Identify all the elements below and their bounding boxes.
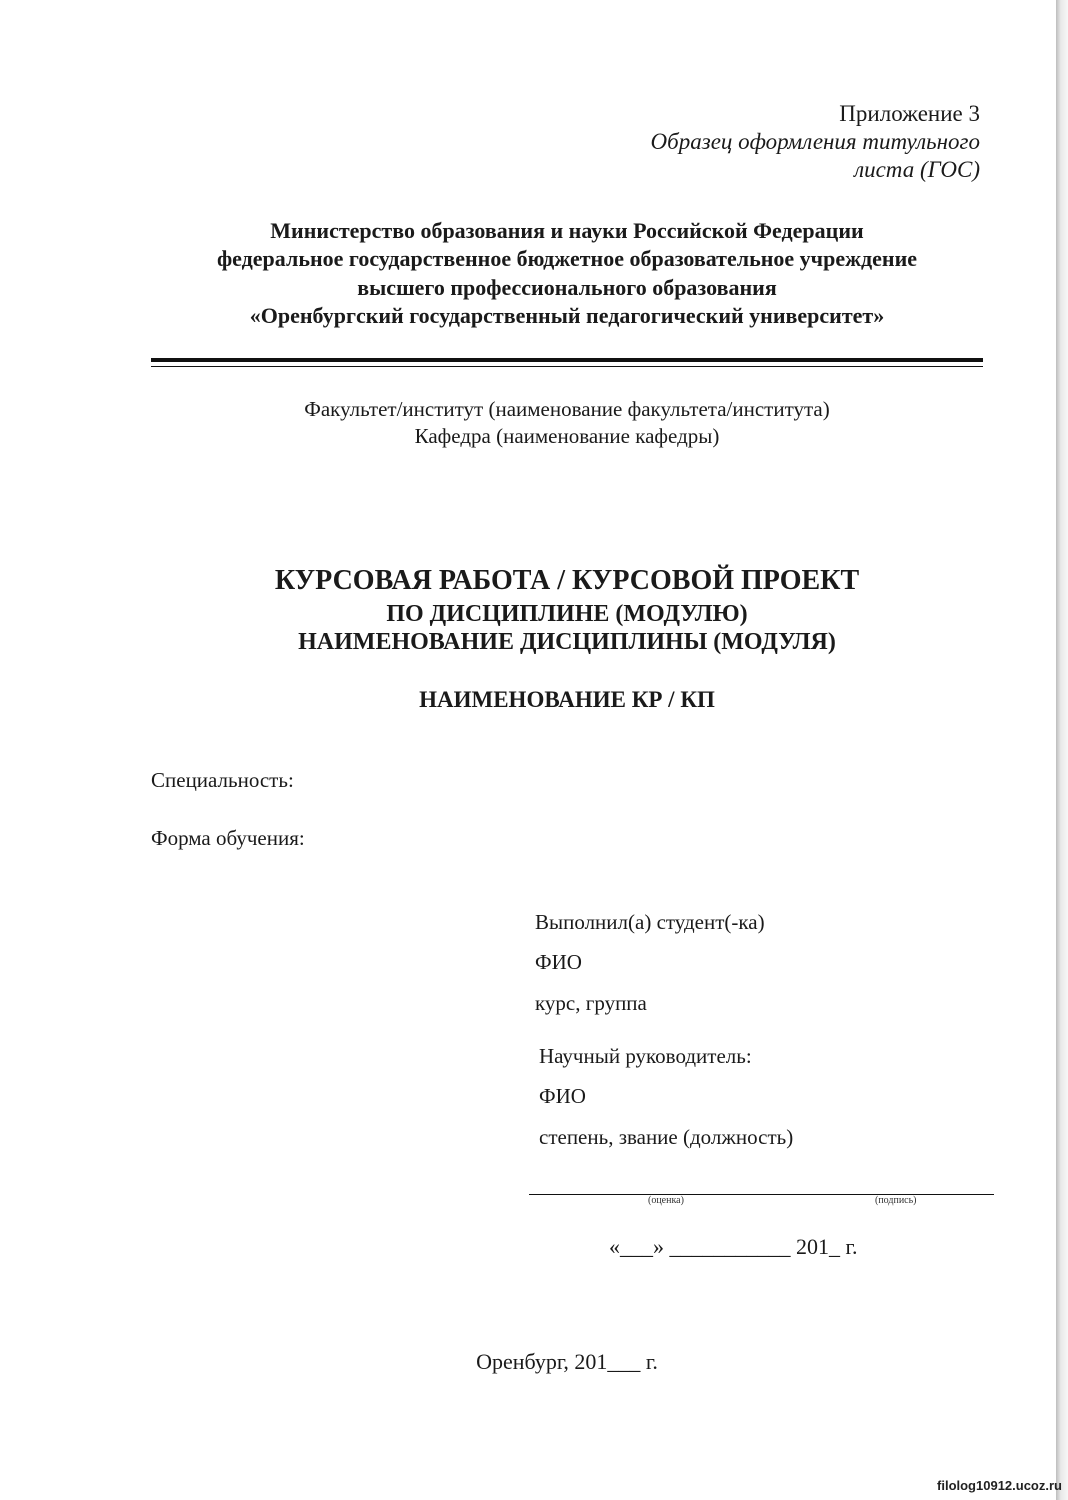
appendix-subtitle-line2: листа (ГОС) bbox=[854, 157, 980, 182]
study-form-label: Форма обучения: bbox=[151, 826, 305, 850]
student-label: Выполнил(а) студент(-ка) bbox=[535, 910, 765, 934]
supervisor-name: ФИО bbox=[539, 1084, 586, 1108]
work-title: НАИМЕНОВАНИЕ КР / КП bbox=[419, 687, 715, 712]
signature-line bbox=[529, 1194, 994, 1195]
signature-caption: (подпись) bbox=[875, 1195, 917, 1206]
institution-type: федеральное государственное бюджетное образовательное учреждение bbox=[216, 246, 918, 271]
supervisor-label: Научный руководитель: bbox=[539, 1044, 752, 1068]
student-course-group: курс, группа bbox=[535, 991, 647, 1015]
discipline-name: НАИМЕНОВАНИЕ ДИСЦИПЛИНЫ (МОДУЛЯ) bbox=[298, 629, 836, 655]
appendix-title: Приложение 3 bbox=[839, 101, 980, 126]
education-level: высшего профессионального образования bbox=[357, 275, 777, 300]
specialty-label: Специальность: bbox=[151, 768, 294, 792]
appendix-subtitle-line1: Образец оформления титульного bbox=[650, 129, 980, 154]
faculty-line: Факультет/институт (наименование факультета/института) bbox=[304, 397, 830, 421]
ministry-name: Министерство образования и науки Российской Федерации bbox=[270, 218, 864, 243]
site-watermark: filolog10912.ucoz.ru bbox=[937, 1478, 1062, 1493]
grade-caption: (оценка) bbox=[648, 1195, 684, 1206]
work-type-heading: КУРСОВАЯ РАБОТА / КУРСОВОЙ ПРОЕКТ bbox=[274, 565, 860, 596]
discipline-label: ПО ДИСЦИПЛИНЕ (МОДУЛЮ) bbox=[386, 601, 748, 627]
student-name: ФИО bbox=[535, 950, 582, 974]
supervisor-degree: степень, звание (должность) bbox=[539, 1125, 794, 1149]
university-name: «Оренбургский государственный педагогический университет» bbox=[249, 303, 885, 328]
header-divider-thick bbox=[151, 358, 983, 362]
department-line: Кафедра (наименование кафедры) bbox=[414, 424, 720, 448]
header-divider-thin bbox=[151, 366, 983, 367]
city-year: Оренбург, 201___ г. bbox=[476, 1349, 658, 1374]
signature-date-line: «___» ___________ 201_ г. bbox=[609, 1234, 858, 1259]
